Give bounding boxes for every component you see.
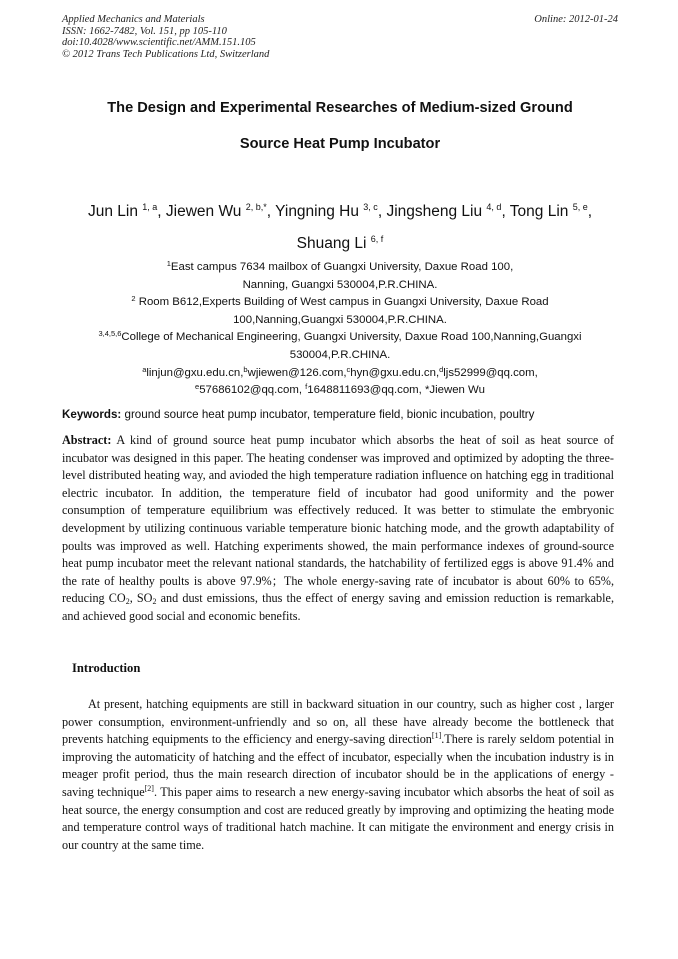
author-sup: 2, b,*: [245, 202, 267, 212]
author-sup: 4, d: [486, 202, 502, 212]
affiliation-3-line-2: 530004,P.R.CHINA.: [289, 348, 391, 361]
email-link[interactable]: 1648811693@qq.com, *Jiewen Wu: [307, 384, 485, 397]
issn-line: ISSN: 1662-7482, Vol. 151, pp 105-110: [62, 25, 227, 37]
affiliation-text: College of Mechanical Engineering, Guangxi University, Daxue Road 100,Nanning,Guangxi: [121, 331, 582, 344]
doi-line: doi:10.4028/www.scientific.net/AMM.151.105: [62, 37, 256, 48]
email-sup: c: [346, 364, 351, 374]
affiliation-1-line-2: Nanning, Guangxi 530004,P.R.CHINA.: [242, 278, 438, 291]
introduction-paragraph: [62, 696, 614, 854]
email-sup: a: [142, 364, 147, 374]
email-sup: e: [195, 382, 200, 392]
author-name: Shuang Li: [296, 235, 367, 252]
title-line-2: Source Heat Pump Incubator: [239, 136, 441, 152]
citation-ref[interactable]: [1]: [431, 731, 442, 741]
email-sup: d: [439, 364, 444, 374]
title-line-1: The Design and Experimental Researches of Medium-sized Ground: [107, 100, 573, 116]
affiliation-text: Room B612,Experts Building of West campus in Guangxi University, Daxue Road: [135, 296, 549, 309]
keywords-text: ground source heat pump incubator, temperature field, bionic incubation, poultry: [121, 408, 535, 421]
abstract-text: and dust emissions, thus the effect of energy saving and emission reduction is remarkable, and achieved good social and economic benefits.: [62, 591, 614, 623]
paper-title: [62, 90, 618, 162]
email-link[interactable]: linjun@gxu.edu.cn,: [146, 366, 244, 379]
affiliation-text: East campus 7634 mailbox of Guangxi University, Daxue Road 100,: [170, 261, 514, 273]
affiliation-1-line-1: [62, 259, 618, 277]
email-sup: f: [305, 382, 308, 392]
journal-header: [62, 14, 618, 60]
affiliation-2-line-1: [62, 294, 618, 312]
email-link[interactable]: ljs52999@qq.com,: [443, 366, 538, 379]
author-list: [50, 196, 630, 260]
affiliation-sup: 3,4,5,6: [98, 329, 122, 339]
keywords-line: [62, 407, 618, 423]
citation-ref[interactable]: [2]: [144, 783, 154, 793]
affiliation-sup: 1: [166, 259, 171, 268]
journal-name: Applied Mechanics and Materials: [62, 14, 205, 25]
affiliation-sup: 2: [131, 294, 136, 304]
keywords-label: Keywords:: [62, 408, 122, 421]
email-line-2: [62, 382, 618, 400]
author-sup: 1, a: [142, 202, 158, 212]
copyright-line: © 2012 Trans Tech Publications Ltd, Switzerland: [62, 48, 270, 60]
affiliation-3-line-1: [62, 329, 618, 347]
affiliations: [62, 259, 618, 400]
author-sup: 5, e: [572, 202, 588, 212]
affiliation-2-line-2: 100,Nanning,Guangxi 530004,P.R.CHINA.: [233, 313, 447, 326]
author-name: Jun Lin: [87, 203, 138, 220]
abstract-subscript: 2: [125, 597, 130, 607]
section-heading-introduction: Introduction: [72, 661, 141, 675]
email-link[interactable]: wjiewen@126.com,: [247, 366, 347, 379]
author-sup: 3, c: [363, 202, 378, 212]
email-line-1: [62, 365, 618, 383]
email-link[interactable]: hyn@gxu.edu.cn,: [350, 366, 440, 379]
author-name: Yingning Hu: [275, 203, 359, 220]
author-name: Jingsheng Liu: [386, 203, 483, 220]
email-link[interactable]: 57686102@qq.com,: [199, 384, 306, 397]
author-sup: 6, f: [370, 234, 384, 244]
intro-text: . This paper aims to research a new energy-saving incubator which absorbs the heat of soil as heat source, the energy consumption and cost are reduced greatly by improving and optimizing the heating mode and temperature control ways of traditional hatch machine. It can mitigate the environment and energy crisis in our country at the same time.: [62, 784, 614, 852]
intro-text: At present, hatching equipments are still in backward situation in our country, such as higher cost , larger power consumption, environment-unfriendly and so on, all these have already become the bottleneck that prevents hatching equipments to the efficiency and energy-saving direction: [62, 697, 614, 747]
intro-text: .There is rarely seldom potential in improving the automaticity of hatching and the effect of incubator, especially when the incubation industry is in meager profit period, thus the main research direction of incubator should be in the applications of energy -saving technique: [62, 732, 614, 799]
author-name: Tong Lin: [509, 203, 569, 220]
author-line-2: [50, 228, 630, 260]
abstract-label: Abstract:: [62, 433, 112, 447]
abstract-subscript: 2: [152, 597, 157, 607]
abstract-text: , SO: [129, 591, 153, 606]
abstract-text: A kind of ground source heat pump incubator which absorbs the heat of soil as heat source of incubator was designed in this paper. The heating condenser was improved and optimized by adopting the three-level distributed heating way, and avioded the high temperature radiation influence on hatching egg in traditional electric incubator. In addition, the temperature field of incubator had good uniformity and the power consumption of temperature equilibrium was effectively reduced. It was better to stimulate the embryonic development by utilizing continuous variable temperature bionic hatching mode, and the growth adaptability of poults was improved as well. Hatching experiments showed, the main performance indexes of ground-source heat pump incubator meet the relevant national standards, the hatchability of fertilized eggs is above 91.4% and the rate of healthy poults is above 97.9%；The whole energy-saving rate of incubator is about 60% to 65%, reducing CO: [62, 433, 614, 606]
author-line-1: Jun Lin $^{1, a}$, Jiewen Wu $^{2, b,*}$, Yingning Hu $^{3, c}$, Jingsheng Liu $^{4, d}$, Tong Lin $^{5, e}$,: [87, 202, 593, 220]
online-date: Online: 2012-01-24: [534, 14, 618, 25]
email-sup: b: [243, 364, 248, 374]
abstract-paragraph: [62, 432, 614, 626]
author-name: Jiewen Wu: [165, 203, 242, 220]
